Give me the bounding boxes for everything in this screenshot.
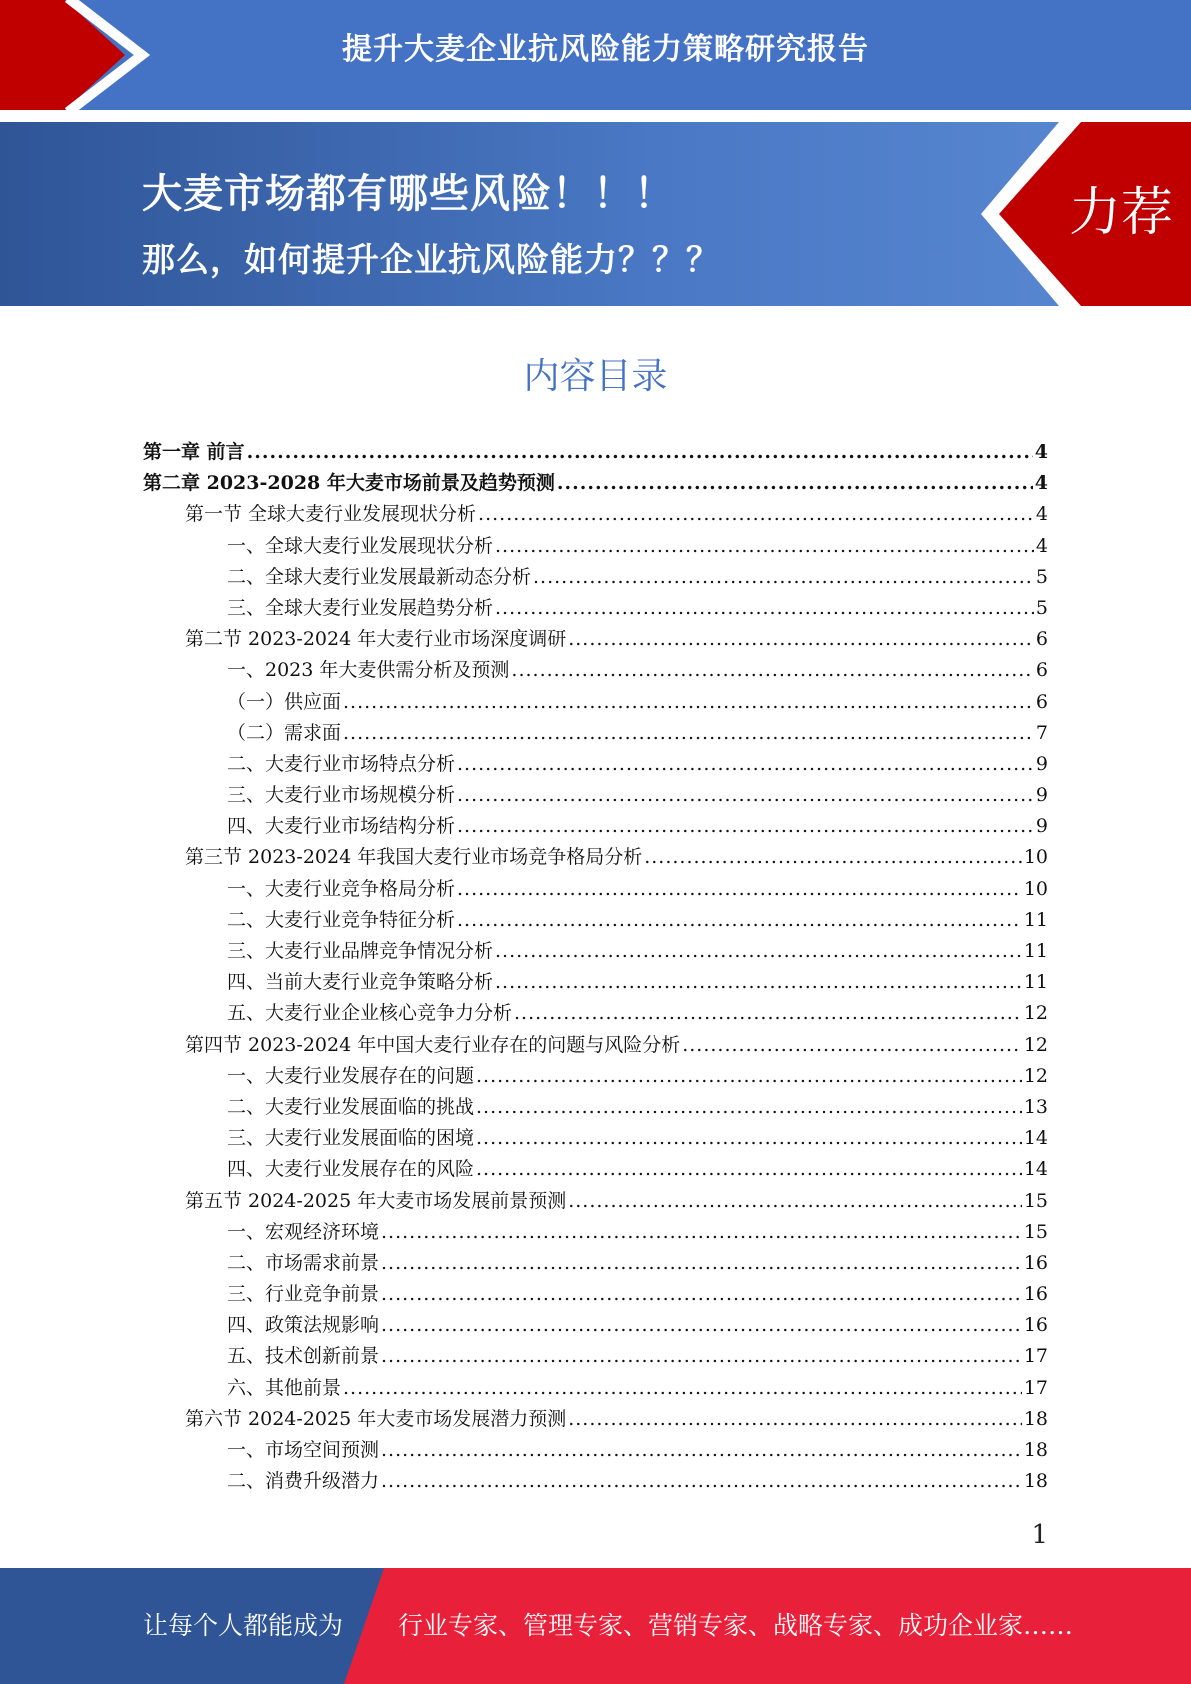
toc-dot-leader <box>343 687 1034 718</box>
toc-dot-leader <box>381 1466 1022 1497</box>
toc-entry-page: 9 <box>1035 752 1048 775</box>
toc-entry-label: 一、2023 年大麦供需分析及预测 <box>227 659 510 682</box>
toc-entry[interactable] <box>143 1248 1048 1279</box>
toc-entry[interactable] <box>143 1186 1048 1217</box>
toc-entry[interactable] <box>143 593 1048 624</box>
toc-dot-leader <box>495 531 1034 562</box>
toc-entry[interactable] <box>143 718 1048 749</box>
toc-entry[interactable] <box>143 468 1048 499</box>
toc-entry[interactable] <box>143 780 1048 811</box>
toc-entry[interactable] <box>143 1279 1048 1310</box>
toc-entry-page: 10 <box>1023 877 1048 900</box>
toc-entry-page: 4 <box>1034 441 1048 463</box>
toc-dot-leader <box>682 1030 1022 1061</box>
toc-entry-label: 三、大麦行业市场规模分析 <box>227 784 456 807</box>
toc-entry-label: 第一节 全球大麦行业发展现状分析 <box>185 503 477 526</box>
toc-entry[interactable] <box>143 499 1048 530</box>
toc-entry[interactable] <box>143 936 1048 967</box>
toc-entry-page: 12 <box>1023 1064 1048 1087</box>
toc-entry-label: 六、其他前景 <box>227 1376 342 1399</box>
toc-entry-page: 17 <box>1023 1376 1048 1399</box>
toc-entry[interactable] <box>143 624 1048 655</box>
toc-entry[interactable] <box>143 1154 1048 1185</box>
toc-entry[interactable] <box>143 811 1048 842</box>
toc-entry-page: 6 <box>1035 690 1048 713</box>
toc-entry-page: 17 <box>1023 1345 1048 1368</box>
toc-dot-leader <box>495 593 1034 624</box>
toc-entry[interactable] <box>143 1061 1048 1092</box>
toc-entry-label: 四、大麦行业市场结构分析 <box>227 815 456 838</box>
toc-dot-leader <box>511 655 1034 686</box>
toc-entry-label: 二、大麦行业市场特点分析 <box>227 752 456 775</box>
toc-entry-page: 5 <box>1035 596 1048 619</box>
toc-entry[interactable] <box>143 1466 1048 1497</box>
toc-dot-leader <box>533 562 1034 593</box>
footer <box>0 1568 1191 1684</box>
header-band <box>0 0 1191 110</box>
toc-entry-page: 13 <box>1023 1095 1048 1118</box>
toc-entry-page: 7 <box>1035 721 1048 744</box>
toc-entry-label: 第二节 2023-2024 年大麦行业市场深度调研 <box>185 628 567 651</box>
toc-dot-leader <box>478 499 1034 530</box>
toc-entry[interactable] <box>143 1310 1048 1341</box>
toc-dot-leader <box>476 1061 1022 1092</box>
toc-entry-page: 6 <box>1035 659 1048 682</box>
toc-entry-label: 第四节 2023-2024 年中国大麦行业存在的问题与风险分析 <box>185 1033 681 1056</box>
toc-entry[interactable] <box>143 1123 1048 1154</box>
toc-entry-page: 10 <box>1023 846 1048 869</box>
toc-entry[interactable] <box>143 1404 1048 1435</box>
toc-dot-leader <box>381 1217 1022 1248</box>
toc-dot-leader <box>381 1435 1022 1466</box>
toc-dot-leader <box>644 842 1022 873</box>
toc-dot-leader <box>457 905 1022 936</box>
toc-entry[interactable] <box>143 998 1048 1029</box>
toc-entry-page: 14 <box>1023 1127 1048 1150</box>
toc-dot-leader <box>557 468 1033 499</box>
header-divider <box>0 110 1191 122</box>
toc-entry-page: 6 <box>1035 628 1048 651</box>
toc-entry-label: 第二章 2023-2028 年大麦市场前景及趋势预测 <box>143 472 555 495</box>
toc-entry-page: 9 <box>1035 815 1048 838</box>
toc-dot-leader <box>457 874 1022 905</box>
toc-dot-leader <box>568 624 1034 655</box>
toc-entry[interactable] <box>143 1373 1048 1404</box>
toc-entry-page: 14 <box>1023 1158 1048 1181</box>
toc-entry[interactable] <box>143 905 1048 936</box>
toc-entry-page: 4 <box>1035 534 1048 557</box>
toc-entry-label: 第三节 2023-2024 年我国大麦行业市场竞争格局分析 <box>185 846 643 869</box>
toc-entry-page: 12 <box>1023 1033 1048 1056</box>
toc-entry-page: 18 <box>1023 1470 1048 1493</box>
toc-entry-page: 12 <box>1023 1002 1048 1025</box>
toc-dot-leader <box>457 749 1034 780</box>
toc-dot-leader <box>568 1186 1022 1217</box>
toc-entry-label: 三、全球大麦行业发展趋势分析 <box>227 596 494 619</box>
toc-entry-label: 三、大麦行业发展面临的困境 <box>227 1127 475 1150</box>
toc-entry-label: 一、大麦行业竞争格局分析 <box>227 877 456 900</box>
toc-entry-label: 一、宏观经济环境 <box>227 1220 380 1243</box>
toc-entry-label: 四、政策法规影响 <box>227 1314 380 1337</box>
toc-entry-label: 五、技术创新前景 <box>227 1345 380 1368</box>
toc-dot-leader <box>381 1341 1022 1372</box>
toc-dot-leader <box>476 1154 1022 1185</box>
toc-entry-label: （一）供应面 <box>227 690 342 713</box>
toc-entry-label: 三、大麦行业品牌竞争情况分析 <box>227 940 494 962</box>
recommend-badge: 力荐 <box>1068 183 1173 243</box>
toc-dot-leader <box>381 1310 1022 1341</box>
toc-entry[interactable] <box>143 1092 1048 1123</box>
report-title: 提升大麦企业抗风险能力策略研究报告 <box>342 32 869 67</box>
toc-entry-page: 15 <box>1023 1189 1048 1212</box>
toc-entry[interactable] <box>143 749 1048 780</box>
toc-entry-label: 二、市场需求前景 <box>227 1251 380 1274</box>
toc-entry-label: 第五节 2024-2025 年大麦市场发展前景预测 <box>185 1189 567 1212</box>
table-of-contents <box>143 437 1048 1497</box>
toc-dot-leader <box>457 780 1034 811</box>
footer-slogan-right: 行业专家、管理专家、营销专家、战略专家、成功企业家…… <box>398 1611 1074 1640</box>
toc-dot-leader <box>381 1248 1022 1279</box>
toc-dot-leader <box>476 1092 1022 1123</box>
toc-entry-page: 16 <box>1023 1283 1048 1306</box>
toc-dot-leader <box>476 1123 1022 1154</box>
toc-entry[interactable] <box>143 655 1048 686</box>
toc-dot-leader <box>568 1404 1022 1435</box>
toc-entry[interactable] <box>143 437 1048 468</box>
toc-entry[interactable] <box>143 842 1048 873</box>
toc-entry-label: 第一章 前言 <box>143 441 245 463</box>
banner <box>0 122 1191 306</box>
toc-dot-leader <box>514 998 1022 1029</box>
toc-entry[interactable] <box>143 562 1048 593</box>
banner-headline: 大麦市场都有哪些风险！！！ <box>142 171 675 217</box>
toc-entry-label: 一、市场空间预测 <box>227 1439 380 1461</box>
toc-entry[interactable] <box>143 967 1048 998</box>
toc-dot-leader <box>247 437 1033 468</box>
toc-dot-leader <box>343 1373 1022 1404</box>
toc-entry-label: 二、全球大麦行业发展最新动态分析 <box>227 565 532 588</box>
toc-entry-page: 18 <box>1023 1439 1048 1461</box>
toc-entry-page: 11 <box>1023 971 1048 994</box>
toc-entry-label: 二、大麦行业竞争特征分析 <box>227 908 456 931</box>
toc-dot-leader <box>457 811 1034 842</box>
toc-entry-label: 二、消费升级潜力 <box>227 1470 380 1493</box>
toc-dot-leader <box>495 936 1022 967</box>
toc-entry-page: 5 <box>1035 565 1048 588</box>
toc-entry-label: 一、全球大麦行业发展现状分析 <box>227 534 494 557</box>
page-number: 1 <box>1031 1520 1048 1550</box>
toc-dot-leader <box>381 1279 1022 1310</box>
toc-dot-leader <box>495 967 1022 998</box>
toc-entry-page: 9 <box>1035 784 1048 807</box>
toc-entry[interactable] <box>143 1435 1048 1466</box>
toc-entry-page: 11 <box>1023 908 1048 931</box>
toc-entry-page: 4 <box>1034 472 1048 495</box>
toc-entry-page: 4 <box>1035 503 1048 526</box>
toc-heading: 内容目录 <box>523 356 668 397</box>
toc-entry-label: 一、大麦行业发展存在的问题 <box>227 1064 475 1087</box>
toc-entry[interactable] <box>143 1217 1048 1248</box>
toc-entry[interactable] <box>143 687 1048 718</box>
toc-dot-leader <box>343 718 1034 749</box>
toc-entry[interactable] <box>143 874 1048 905</box>
toc-entry[interactable] <box>143 1030 1048 1061</box>
toc-entry-label: 三、行业竞争前景 <box>227 1283 380 1306</box>
banner-subheadline: 那么，如何提升企业抗风险能力？？？ <box>142 240 720 279</box>
toc-entry-label: 二、大麦行业发展面临的挑战 <box>227 1095 475 1118</box>
toc-entry-page: 16 <box>1023 1314 1048 1337</box>
toc-entry-label: 四、大麦行业发展存在的风险 <box>227 1158 475 1181</box>
toc-entry-label: （二）需求面 <box>227 721 342 744</box>
toc-entry-page: 18 <box>1023 1407 1048 1430</box>
toc-entry-label: 五、大麦行业企业核心竞争力分析 <box>227 1002 513 1025</box>
footer-slogan-left: 让每个人都能成为 <box>143 1611 344 1640</box>
toc-entry-label: 四、当前大麦行业竞争策略分析 <box>227 971 494 994</box>
toc-entry[interactable] <box>143 1341 1048 1372</box>
toc-entry-label: 第六节 2024-2025 年大麦市场发展潜力预测 <box>185 1407 567 1430</box>
toc-entry-page: 15 <box>1023 1220 1048 1243</box>
toc-entry-page: 16 <box>1023 1251 1048 1274</box>
toc-entry-page: 11 <box>1023 940 1048 962</box>
toc-entry[interactable] <box>143 531 1048 562</box>
